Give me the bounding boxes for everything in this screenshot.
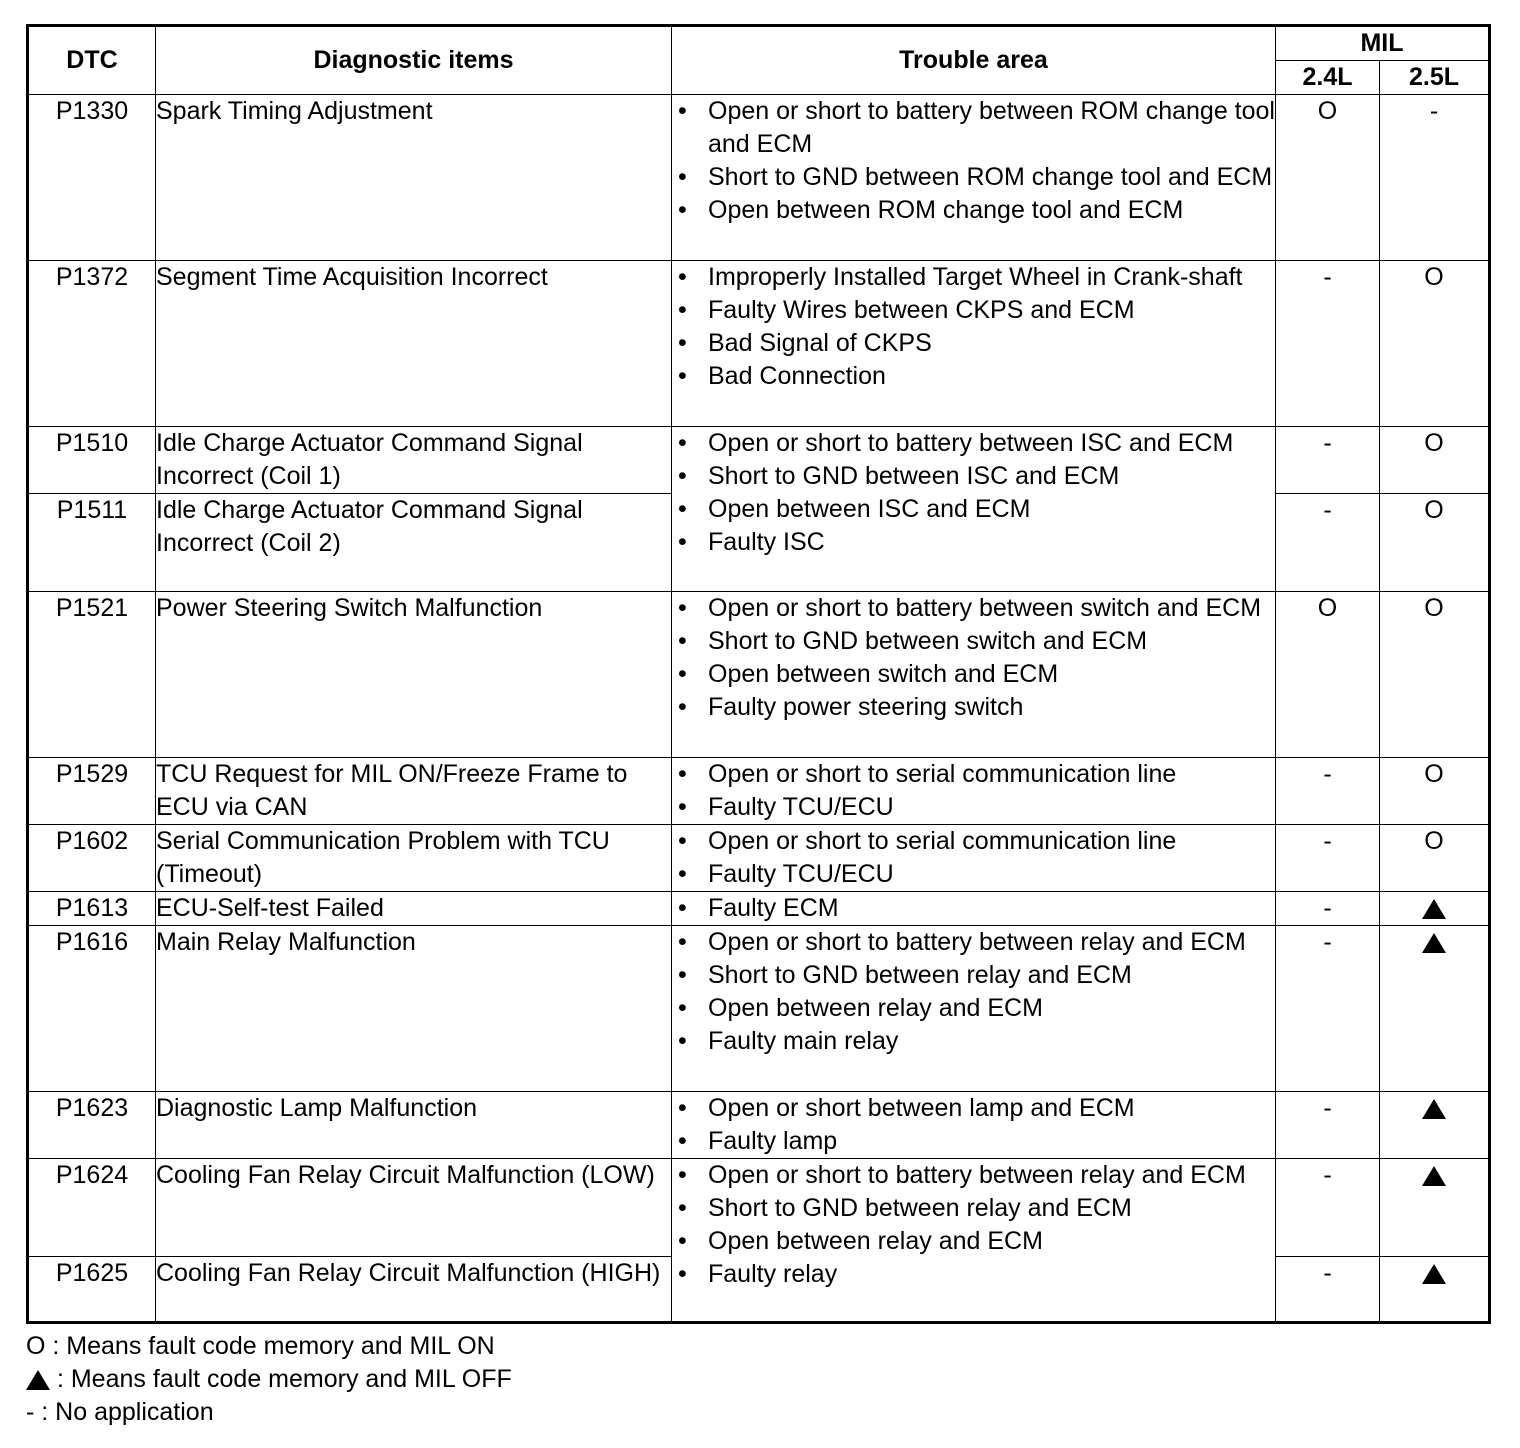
trouble-item: • Improperly Installed Target Wheel in Crank-shaft <box>672 261 1275 294</box>
trouble-item: • Open between relay and ECM <box>672 1225 1275 1258</box>
trouble-item: • Open or short to serial communication line <box>672 758 1275 791</box>
trouble-item: • Open or short to battery between relay and ECM <box>672 1159 1275 1192</box>
trouble-item: • Open between relay and ECM <box>672 992 1275 1025</box>
diagnostic-item: Segment Time Acquisition Incorrect <box>156 261 672 427</box>
mil-25-value: - <box>1380 95 1490 261</box>
trouble-area <box>672 592 1276 758</box>
diagnostic-item: Diagnostic Lamp Malfunction <box>156 1092 672 1159</box>
triangle-icon <box>1422 899 1446 919</box>
mil-25-value: O <box>1380 758 1490 825</box>
table-row <box>28 926 1490 1092</box>
dtc-table <box>26 24 1491 1324</box>
triangle-icon <box>1422 1166 1446 1186</box>
mil-25-value: O <box>1380 261 1490 427</box>
trouble-item: • Open between ISC and ECM <box>672 493 1275 526</box>
trouble-item: • Faulty Wires between CKPS and ECM <box>672 294 1275 327</box>
mil-24-value: - <box>1276 261 1380 427</box>
trouble-item: • Faulty ECM <box>672 892 1275 925</box>
dtc-code: P1602 <box>28 825 156 892</box>
trouble-area <box>672 1092 1276 1159</box>
trouble-item: • Short to GND between switch and ECM <box>672 625 1275 658</box>
triangle-icon <box>1422 1099 1446 1119</box>
table-row <box>28 95 1490 261</box>
dtc-code: P1624 <box>28 1159 156 1257</box>
dtc-code: P1372 <box>28 261 156 427</box>
triangle-icon <box>26 1370 50 1390</box>
trouble-item: • Faulty main relay <box>672 1025 1275 1058</box>
header-mil: MIL <box>1276 26 1490 61</box>
dtc-code: P1521 <box>28 592 156 758</box>
mil-24-value: - <box>1276 892 1380 926</box>
mil-24-value: - <box>1276 825 1380 892</box>
mil-25-value: O <box>1380 427 1490 494</box>
dtc-code: P1616 <box>28 926 156 1092</box>
trouble-item: • Open between ROM change tool and ECM <box>672 194 1275 227</box>
header-trouble-area: Trouble area <box>672 26 1276 95</box>
legend-triangle <box>26 1363 512 1396</box>
header-mil-24: 2.4L <box>1276 61 1380 95</box>
diagnostic-item: Serial Communication Problem with TCU (Timeout) <box>156 825 672 892</box>
mil-25-value <box>1380 1257 1490 1323</box>
dtc-code: P1613 <box>28 892 156 926</box>
dtc-code: P1623 <box>28 1092 156 1159</box>
trouble-item: • Bad Connection <box>672 360 1275 393</box>
mil-25-value: O <box>1380 494 1490 592</box>
header-dtc: DTC <box>28 26 156 95</box>
table-row <box>28 427 1490 494</box>
table-row <box>28 758 1490 825</box>
trouble-item: • Faulty power steering switch <box>672 691 1275 724</box>
mil-24-value: - <box>1276 1159 1380 1257</box>
trouble-area <box>672 95 1276 261</box>
triangle-icon <box>1422 1264 1446 1284</box>
table-row <box>28 261 1490 427</box>
trouble-item: • Open or short to battery between relay and ECM <box>672 926 1275 959</box>
trouble-area <box>672 758 1276 825</box>
diagnostic-item: TCU Request for MIL ON/Freeze Frame to ECU via CAN <box>156 758 672 825</box>
trouble-item: • Faulty relay <box>672 1258 1275 1291</box>
diagnostic-item: Cooling Fan Relay Circuit Malfunction (LOW) <box>156 1159 672 1257</box>
dtc-code: P1625 <box>28 1257 156 1323</box>
mil-24-value: - <box>1276 926 1380 1092</box>
mil-25-value: O <box>1380 592 1490 758</box>
trouble-area <box>672 261 1276 427</box>
mil-25-value: O <box>1380 825 1490 892</box>
trouble-area <box>672 926 1276 1092</box>
mil-24-value: - <box>1276 1092 1380 1159</box>
trouble-item: • Short to GND between relay and ECM <box>672 1192 1275 1225</box>
trouble-item: • Short to GND between ISC and ECM <box>672 460 1275 493</box>
legend-triangle-text: : Means fault code memory and MIL OFF <box>50 1365 512 1393</box>
trouble-item: • Faulty TCU/ECU <box>672 858 1275 891</box>
trouble-item: • Open or short to battery between ISC and ECM <box>672 427 1275 460</box>
trouble-area <box>672 892 1276 926</box>
legend-circle: O : Means fault code memory and MIL ON <box>26 1332 495 1360</box>
trouble-item: • Short to GND between relay and ECM <box>672 959 1275 992</box>
dtc-code: P1529 <box>28 758 156 825</box>
trouble-item: • Faulty lamp <box>672 1125 1275 1158</box>
trouble-item: • Open between switch and ECM <box>672 658 1275 691</box>
mil-24-value: - <box>1276 758 1380 825</box>
trouble-item: • Short to GND between ROM change tool and ECM <box>672 161 1275 194</box>
mil-25-value <box>1380 1092 1490 1159</box>
dtc-code: P1511 <box>28 494 156 592</box>
table-row <box>28 1092 1490 1159</box>
mil-24-value: O <box>1276 95 1380 261</box>
header-diagnostic-items: Diagnostic items <box>156 26 672 95</box>
mil-24-value: - <box>1276 1257 1380 1323</box>
table-row <box>28 1159 1490 1257</box>
trouble-item: • Open or short to battery between switch and ECM <box>672 592 1275 625</box>
diagnostic-item: Idle Charge Actuator Command Signal Incorrect (Coil 1) <box>156 427 672 494</box>
diagnostic-item: Main Relay Malfunction <box>156 926 672 1092</box>
diagnostic-item: Power Steering Switch Malfunction <box>156 592 672 758</box>
mil-25-value <box>1380 926 1490 1092</box>
header-mil-25: 2.5L <box>1380 61 1490 95</box>
trouble-item: • Faulty TCU/ECU <box>672 791 1275 824</box>
trouble-area <box>672 825 1276 892</box>
mil-24-value: O <box>1276 592 1380 758</box>
mil-24-value: - <box>1276 494 1380 592</box>
table-row <box>28 825 1490 892</box>
trouble-item: • Open or short to battery between ROM change tool and ECM <box>672 95 1275 161</box>
trouble-area <box>672 1159 1276 1323</box>
table-row <box>28 592 1490 758</box>
diagnostic-item: Spark Timing Adjustment <box>156 95 672 261</box>
mil-25-value <box>1380 1159 1490 1257</box>
legend <box>26 1330 512 1429</box>
dtc-code: P1510 <box>28 427 156 494</box>
dtc-code: P1330 <box>28 95 156 261</box>
legend-dash: - : No application <box>26 1398 214 1426</box>
mil-24-value: - <box>1276 427 1380 494</box>
trouble-item: • Faulty ISC <box>672 526 1275 559</box>
diagnostic-item: Cooling Fan Relay Circuit Malfunction (HIGH) <box>156 1257 672 1323</box>
triangle-icon <box>1422 933 1446 953</box>
table-row <box>28 892 1490 926</box>
diagnostic-item: Idle Charge Actuator Command Signal Incorrect (Coil 2) <box>156 494 672 592</box>
trouble-item: • Open or short to serial communication line <box>672 825 1275 858</box>
mil-25-value <box>1380 892 1490 926</box>
trouble-item: • Bad Signal of CKPS <box>672 327 1275 360</box>
trouble-area <box>672 427 1276 592</box>
trouble-item: • Open or short between lamp and ECM <box>672 1092 1275 1125</box>
diagnostic-item: ECU-Self-test Failed <box>156 892 672 926</box>
